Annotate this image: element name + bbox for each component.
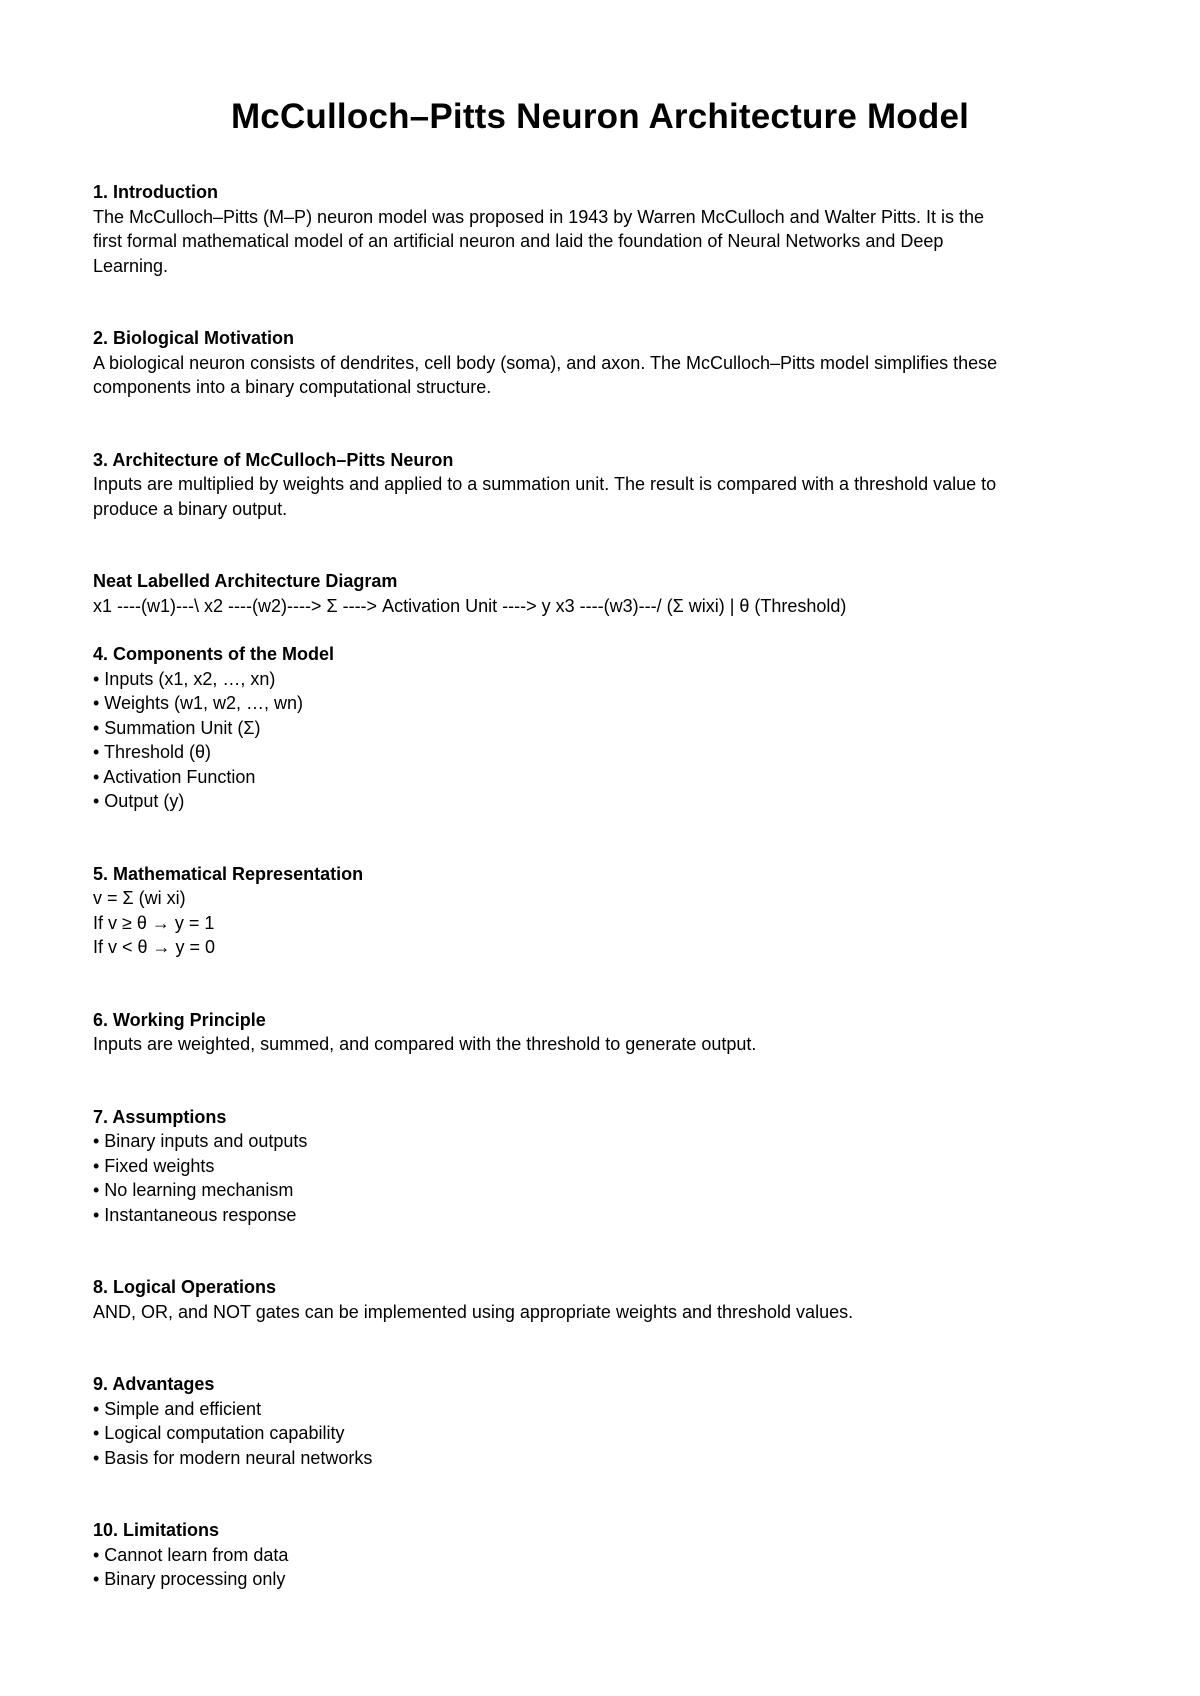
section-assumptions bbox=[93, 1105, 1133, 1228]
section-working-principle bbox=[93, 1008, 1133, 1057]
paragraph-line: first formal mathematical model of an artificial neuron and laid the foundation of Neural Networks and Deep bbox=[93, 231, 944, 251]
document-title: McCulloch–Pitts Neuron Architecture Model bbox=[230, 97, 970, 136]
section-logical-operations bbox=[93, 1275, 1133, 1324]
paragraph-line: AND, OR, and NOT gates can be implemented using appropriate weights and threshold values. bbox=[93, 1301, 854, 1322]
section-heading: 3. Architecture of McCulloch–Pitts Neuron bbox=[93, 449, 454, 470]
section-architecture-diagram bbox=[93, 569, 1133, 618]
paragraph-line: A biological neuron consists of dendrites, cell body (soma), and axon. The McCulloch–Pitts model simplifies these bbox=[93, 352, 998, 373]
list-item: • Binary processing only bbox=[93, 1569, 286, 1589]
list-item: • Threshold (θ) bbox=[93, 742, 212, 762]
list-item: • Cannot learn from data bbox=[93, 1544, 289, 1565]
section-heading: 4. Components of the Model bbox=[93, 644, 334, 664]
list-item: • Logical computation capability bbox=[93, 1423, 345, 1443]
list-item: • Output (y) bbox=[93, 791, 185, 811]
section-heading: Neat Labelled Architecture Diagram bbox=[93, 571, 398, 591]
paragraph-line: The McCulloch–Pitts (M–P) neuron model was proposed in 1943 by Warren McCulloch and Walter Pitts. It is the bbox=[93, 206, 985, 227]
section-biological-motivation bbox=[93, 326, 1133, 400]
diagram-line: x1 ----(w1)---\ x2 ----(w2)----> Σ ----> Activation Unit ----> y x3 ----(w3)---/ (Σ wixi) | θ (Threshold) bbox=[93, 595, 847, 616]
section-heading: 7. Assumptions bbox=[93, 1106, 227, 1127]
paragraph-line: components into a binary computational structure. bbox=[93, 377, 492, 397]
section-advantages bbox=[93, 1372, 1133, 1470]
equation-line: If v < θ → y = 0 bbox=[93, 937, 216, 957]
list-item: • Binary inputs and outputs bbox=[93, 1131, 308, 1151]
equation-line: If v ≥ θ → y = 1 bbox=[93, 912, 215, 933]
section-heading: 8. Logical Operations bbox=[93, 1277, 277, 1297]
list-item: • Simple and efficient bbox=[93, 1398, 262, 1419]
equation-line: v = Σ (wi xi) bbox=[93, 888, 186, 908]
list-item: • No learning mechanism bbox=[93, 1180, 294, 1200]
paragraph-line: produce a binary output. bbox=[93, 498, 288, 519]
section-heading: 6. Working Principle bbox=[93, 1009, 266, 1030]
list-item: • Fixed weights bbox=[93, 1155, 215, 1176]
list-item: • Summation Unit (Σ) bbox=[93, 717, 261, 738]
list-item: • Instantaneous response bbox=[93, 1204, 297, 1225]
section-architecture bbox=[93, 448, 1133, 522]
list-item: • Basis for modern neural networks bbox=[93, 1447, 373, 1468]
list-item: • Inputs (x1, x2, …, xn) bbox=[93, 668, 276, 689]
list-item: • Weights (w1, w2, …, wn) bbox=[93, 693, 304, 713]
paragraph-line: Learning. bbox=[93, 255, 169, 276]
section-heading: 2. Biological Motivation bbox=[93, 328, 295, 348]
section-components bbox=[93, 642, 1133, 814]
paragraph-line: Inputs are multiplied by weights and applied to a summation unit. The result is compared with a threshold value to bbox=[93, 474, 997, 494]
section-heading: 5. Mathematical Representation bbox=[93, 863, 364, 884]
section-heading: 10. Limitations bbox=[93, 1520, 220, 1540]
paragraph-line: Inputs are weighted, summed, and compared with the threshold to generate output. bbox=[93, 1034, 757, 1054]
section-heading: 1. Introduction bbox=[93, 182, 218, 202]
section-limitations bbox=[93, 1518, 1133, 1592]
components-list bbox=[93, 667, 1133, 814]
advantages-list bbox=[93, 1397, 1133, 1471]
limitations-list bbox=[93, 1543, 1133, 1592]
document-body bbox=[93, 180, 1133, 1592]
assumptions-list bbox=[93, 1129, 1133, 1227]
list-item: • Activation Function bbox=[93, 766, 256, 787]
section-math-representation bbox=[93, 862, 1133, 960]
section-heading: 9. Advantages bbox=[93, 1374, 215, 1394]
section-introduction bbox=[93, 180, 1133, 278]
